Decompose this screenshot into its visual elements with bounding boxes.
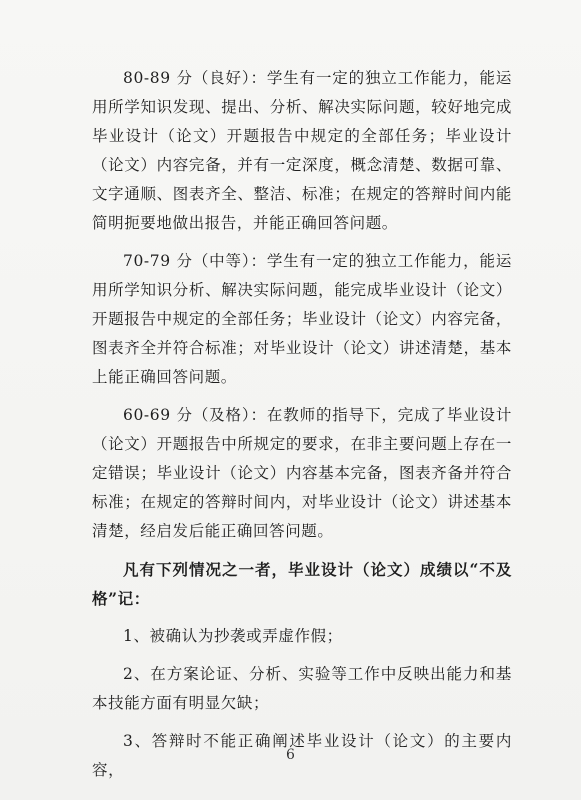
paragraph-grade-medium: 70-79 分（中等）：学生有一定的独立工作能力，能运用所学知识分析、解决实际问题，能完成毕业设计（论文）开题报告中规定的全部任务；毕业设计（论文）内容完备，图表齐全并符合标准；对毕业设计（论文）讲述清楚，基本上能正确回答问题。: [92, 252, 512, 386]
list-item-ability-deficiency: 2、在方案论证、分析、实验等工作中反映出能力和基本技能方面有明显欠缺；: [92, 665, 512, 712]
page-number: 6: [286, 747, 295, 763]
paragraph-grade-pass: 60-69 分（及格）：在教师的指导下，完成了毕业设计（论文）开题报告中所规定的要求，在非主要问题上存在一定错误；毕业设计（论文）内容基本完备，图表齐备并符合标准；在规定的答辩时间内，对毕业设计（论文）讲述基本清楚，经启发后能正确回答问题。: [92, 406, 512, 540]
list-item-defense-failure: 3、答辩时不能正确阐述毕业设计（论文）的主要内容，: [92, 732, 512, 779]
list-item-plagiarism: 1、被确认为抄袭或弄虚作假；: [123, 627, 343, 645]
page-content: [92, 64, 512, 785]
paragraph-fail-heading: 凡有下列情况之一者，毕业设计（论文）成绩以“不及格”记：: [92, 560, 512, 608]
paragraph-grade-good: 80-89 分（良好）：学生有一定的独立工作能力，能运用所学知识发现、提出、分析、解决实际问题，较好地完成毕业设计（论文）开题报告中规定的全部任务；毕业设计（论文）内容完备，并有一定深度，概念清楚、数据可靠、文字通顺、图表齐全、整洁、标准；在规定的答辩时间内能简明扼要地做出报告，并能正确回答问题。: [92, 69, 512, 232]
